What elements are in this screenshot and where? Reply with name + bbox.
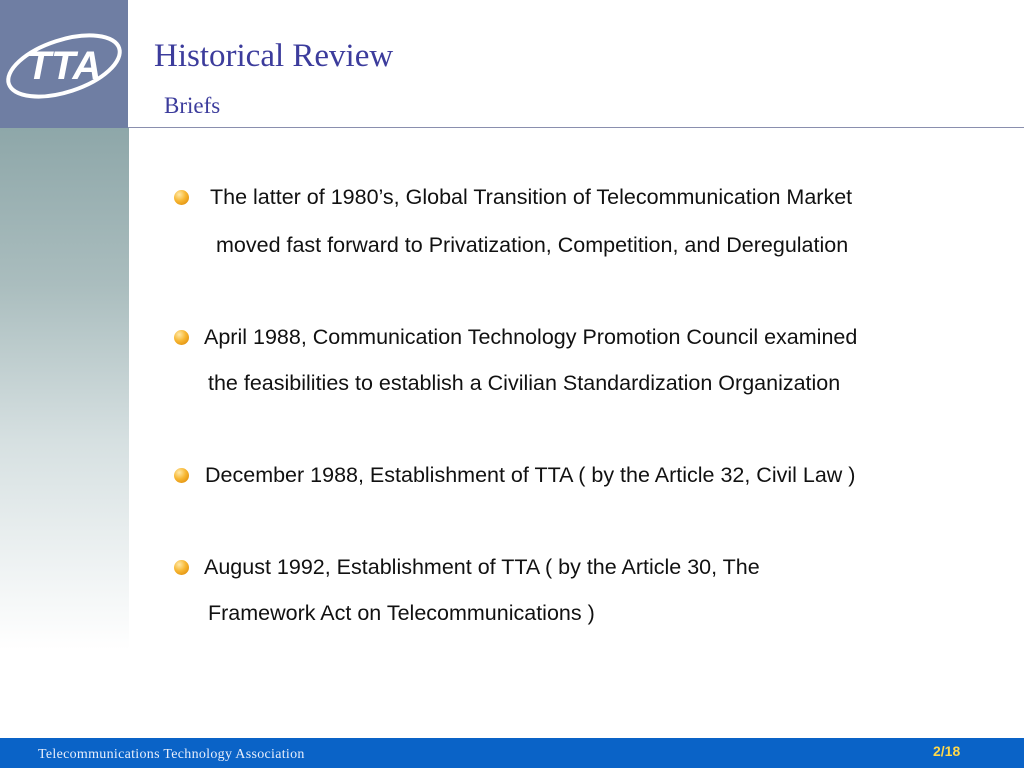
bullet-icon — [174, 560, 189, 575]
page-subtitle: Briefs — [164, 93, 221, 118]
bullet-icon — [174, 468, 189, 483]
bullet-1-line-2: moved fast forward to Privatization, Competition, and Deregulation — [216, 233, 849, 257]
bullet-2-line-1: April 1988, Communication Technology Promotion Council examined — [204, 325, 858, 349]
tta-logo — [0, 0, 128, 128]
footer-bar — [0, 738, 1024, 768]
logo-panel — [0, 0, 128, 128]
page-title: Historical Review — [154, 38, 394, 74]
bullet-icon — [174, 190, 189, 205]
bullet-3-line-1: December 1988, Establishment of TTA ( by the Article 32, Civil Law ) — [205, 463, 856, 487]
bullet-2-line-2: the feasibilities to establish a Civilian Standardization Organization — [208, 371, 841, 395]
logo-text: TTA — [26, 44, 102, 88]
header-divider — [128, 127, 1024, 128]
bullet-4-line-1: August 1992, Establishment of TTA ( by the Article 30, The — [204, 555, 760, 579]
bullet-4-line-2: Framework Act on Telecommunications ) — [208, 601, 595, 625]
side-gradient-strip — [0, 128, 129, 650]
footer-organization: Telecommunications Technology Association — [38, 747, 305, 762]
bullet-icon — [174, 330, 189, 345]
bullet-1-line-1: The latter of 1980’s, Global Transition of Telecommunication Market — [210, 185, 853, 209]
page-number: 2/18 — [933, 743, 961, 759]
